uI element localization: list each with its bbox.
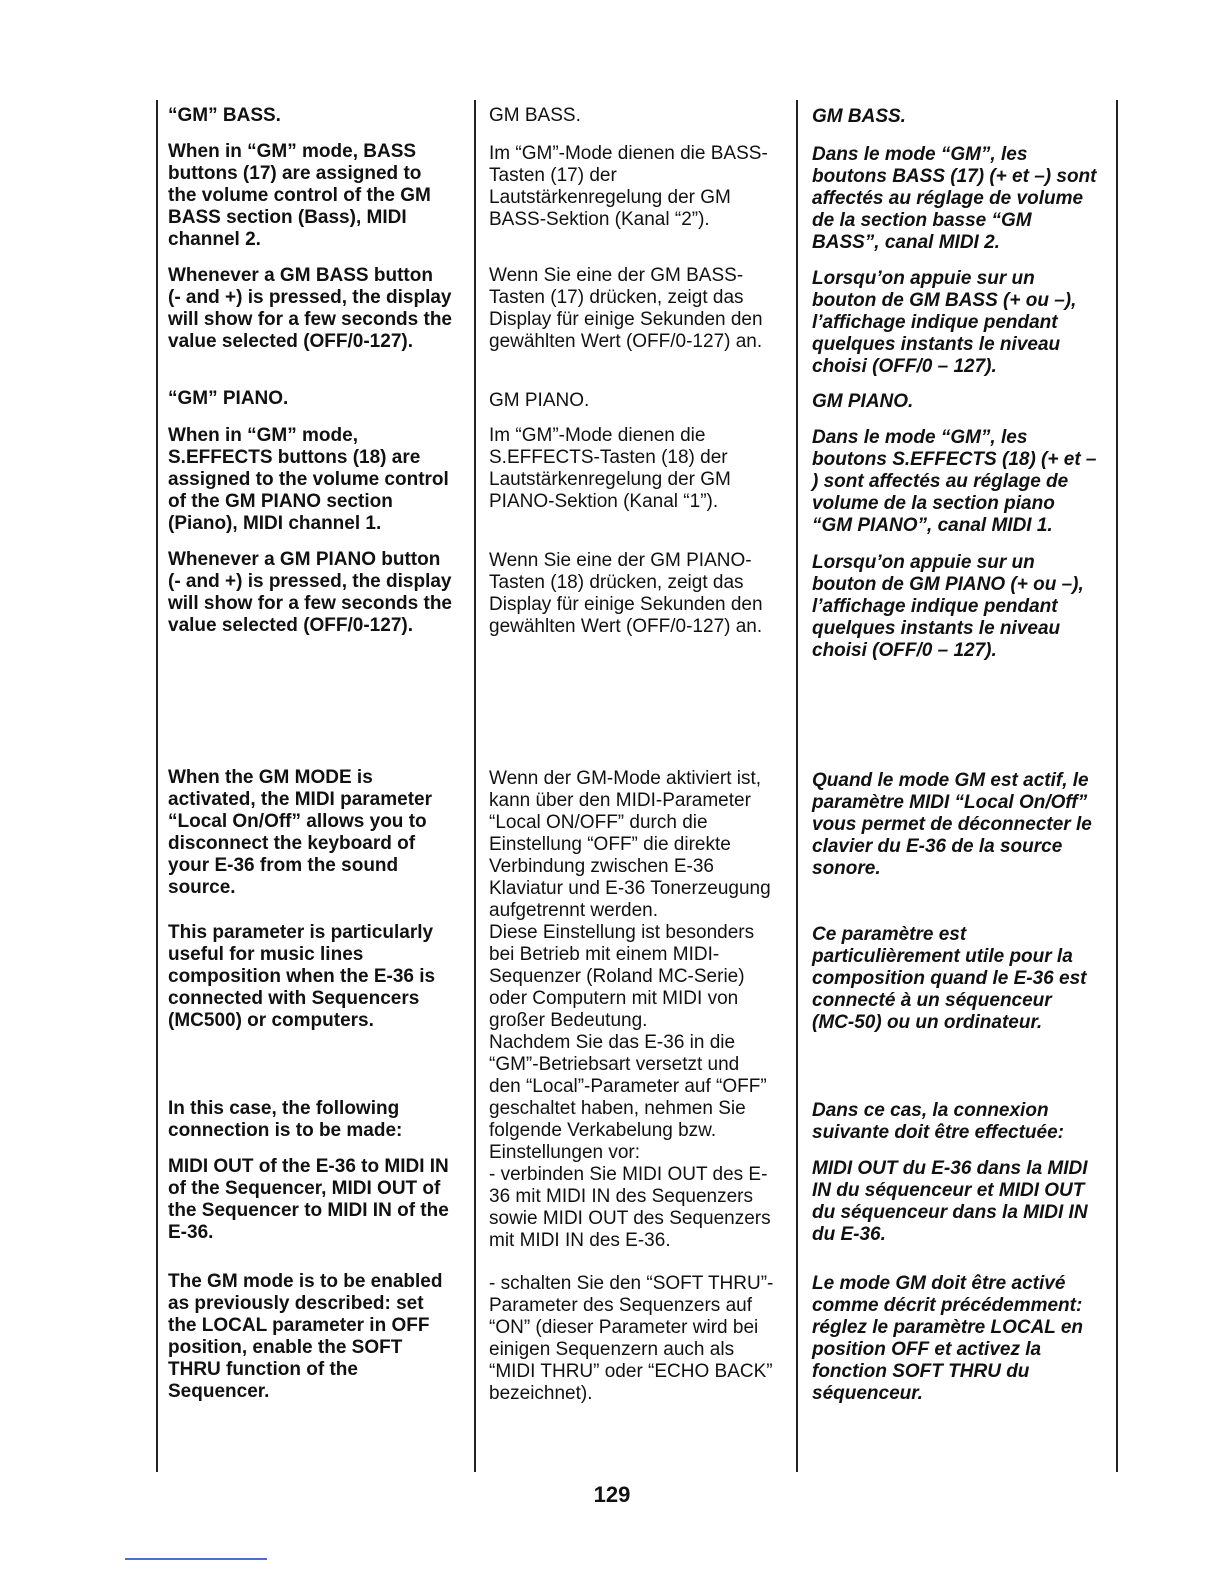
piano-title: GM PIANO. [812, 391, 914, 412]
piano-paragraph-2: Whenever a GM PIANO button (- and +) is pressed, the display will show for a few seconds the value selected (OFF/0-127). [168, 549, 452, 636]
connection-paragraph-3: The GM mode is to be enabled as previously described: set the LOCAL parameter in OFF position, enable the SOFT THRU function of the Sequencer. [168, 1271, 443, 1402]
column-divider [1116, 100, 1118, 1472]
piano-paragraph-2: Lorsqu’on appuie sur un bouton de GM PIANO (+ ou –), l’affichage indique pendant quelques instants le niveau choisi (OFF/0 – 127). [812, 552, 1084, 661]
piano-paragraph-1: Im “GM”-Mode dienen die S.EFFECTS-Tasten (18) der Lautstärkenregelung der GM PIANO-Sektion (Kanal “1”). [489, 425, 731, 512]
connection-paragraph-2: MIDI OUT of the E-36 to MIDI IN of the Sequencer, MIDI OUT of the Sequencer to MIDI IN of the E-36. [168, 1156, 449, 1243]
bass-paragraph-2: Wenn Sie eine der GM BASS- Tasten (17) drücken, zeigt das Display für einige Sekunden den gewählten Wert (OFF/0-127) an. [489, 265, 763, 352]
connection-paragraph-3: Le mode GM doit être activé comme décrit précédemment: réglez le paramètre LOCAL en position OFF et activez la fonction SOFT THRU du séquenceur. [812, 1273, 1084, 1404]
piano-title: “GM” PIANO. [168, 388, 289, 409]
piano-paragraph-2: Wenn Sie eine der GM PIANO- Tasten (18) drücken, zeigt das Display für einige Sekunden den gewählten Wert (OFF/0-127) an. [489, 550, 763, 637]
bass-paragraph-2: Lorsqu’on appuie sur un bouton de GM BASS (+ ou –), l’affichage indique pendant quelques instants le niveau choisi (OFF/0 – 127). [812, 268, 1077, 377]
bass-title: GM BASS. [812, 106, 906, 127]
connection-paragraph-1: Dans ce cas, la connexion suivante doit être effectuée: [812, 1100, 1065, 1143]
soft-thru-paragraph: - schalten Sie den “SOFT THRU”- Parameter des Sequenzers auf “ON” (dieser Parameter wird bei einigen Sequenzern auch als “MIDI THRU” oder “ECHO BACK” bezeichnet). [489, 1273, 774, 1404]
bass-title: GM BASS. [489, 105, 581, 126]
connection-paragraph-1: In this case, the following connection is to be made: [168, 1098, 403, 1141]
piano-title: GM PIANO. [489, 390, 590, 411]
column-divider [156, 100, 158, 1472]
piano-paragraph-1: When in “GM” mode, S.EFFECTS buttons (18) are assigned to the volume control of the GM PIANO section (Piano), MIDI channel 1. [168, 425, 449, 534]
piano-paragraph-1: Dans le mode “GM”, les boutons S.EFFECTS (18) (+ et – ) sont affectés au réglage de volume de la section piano “GM PIANO”, canal MIDI 1. [812, 427, 1097, 536]
bass-paragraph-1: Im “GM”-Mode dienen die BASS- Tasten (17) der Lautstärkenregelung der GM BASS-Sektion (Kanal “2”). [489, 143, 768, 230]
footer-rule [125, 1558, 267, 1560]
local-paragraph-1: Quand le mode GM est actif, le paramètre MIDI “Local On/Off” vous permet de déconnecter le clavier du E-36 de la source sonore. [812, 770, 1092, 879]
bass-paragraph-1: Dans le mode “GM”, les boutons BASS (17) (+ et –) sont affectés au réglage de volume de la section basse “GM BASS”, canal MIDI 2. [812, 144, 1097, 253]
bass-title: “GM” BASS. [168, 105, 281, 126]
bass-paragraph-1: When in “GM” mode, BASS buttons (17) are assigned to the volume control of the GM BASS section (Bass), MIDI channel 2. [168, 141, 431, 250]
column-divider [796, 100, 798, 1472]
page-number: 129 [593, 1482, 631, 1507]
local-paragraph-1: When the GM MODE is activated, the MIDI parameter “Local On/Off” allows you to disconnect the keyboard of your E-36 from the sound source. [168, 767, 432, 898]
local-paragraph-2: This parameter is particularly useful for music lines composition when the E-36 is connected with Sequencers (MC500) or computers. [168, 922, 436, 1031]
local-paragraph-2: Ce paramètre est particulièrement utile pour la composition quand le E-36 est connecté à un séquenceur (MC-50) ou un ordinateur. [812, 924, 1087, 1033]
local-paragraph: Wenn der GM-Mode aktiviert ist, kann über den MIDI-Parameter “Local ON/OFF” durch die Einstellung “OFF” die direkte Verbindung zwischen E-36 Klaviatur und E-36 Tonerzeugung aufgetrennt werden. Diese Einstellung ist besonders bei Betrieb mit einem MIDI- Sequenzer (Roland MC-Serie) oder Computern mit MIDI von großer Bedeutung. Nachdem Sie das E-36 in die “GM”-Betriebsart versetzt und den “Local”-Parameter auf “OFF” geschaltet haben, nehmen Sie folgende Verkabelung bzw. Einstellungen vor: - verbinden Sie MIDI OUT des E- 36 mit MIDI IN des Sequenzers sowie MIDI OUT des Sequenzers mit MIDI IN des E-36. [489, 768, 771, 1251]
column-divider [474, 100, 476, 1472]
connection-paragraph-2: MIDI OUT du E-36 dans la MIDI IN du séquenceur et MIDI OUT du séquenceur dans la MIDI IN du E-36. [812, 1158, 1088, 1245]
bass-paragraph-2: Whenever a GM BASS button (- and +) is pressed, the display will show for a few seconds the value selected (OFF/0-127). [168, 265, 452, 352]
